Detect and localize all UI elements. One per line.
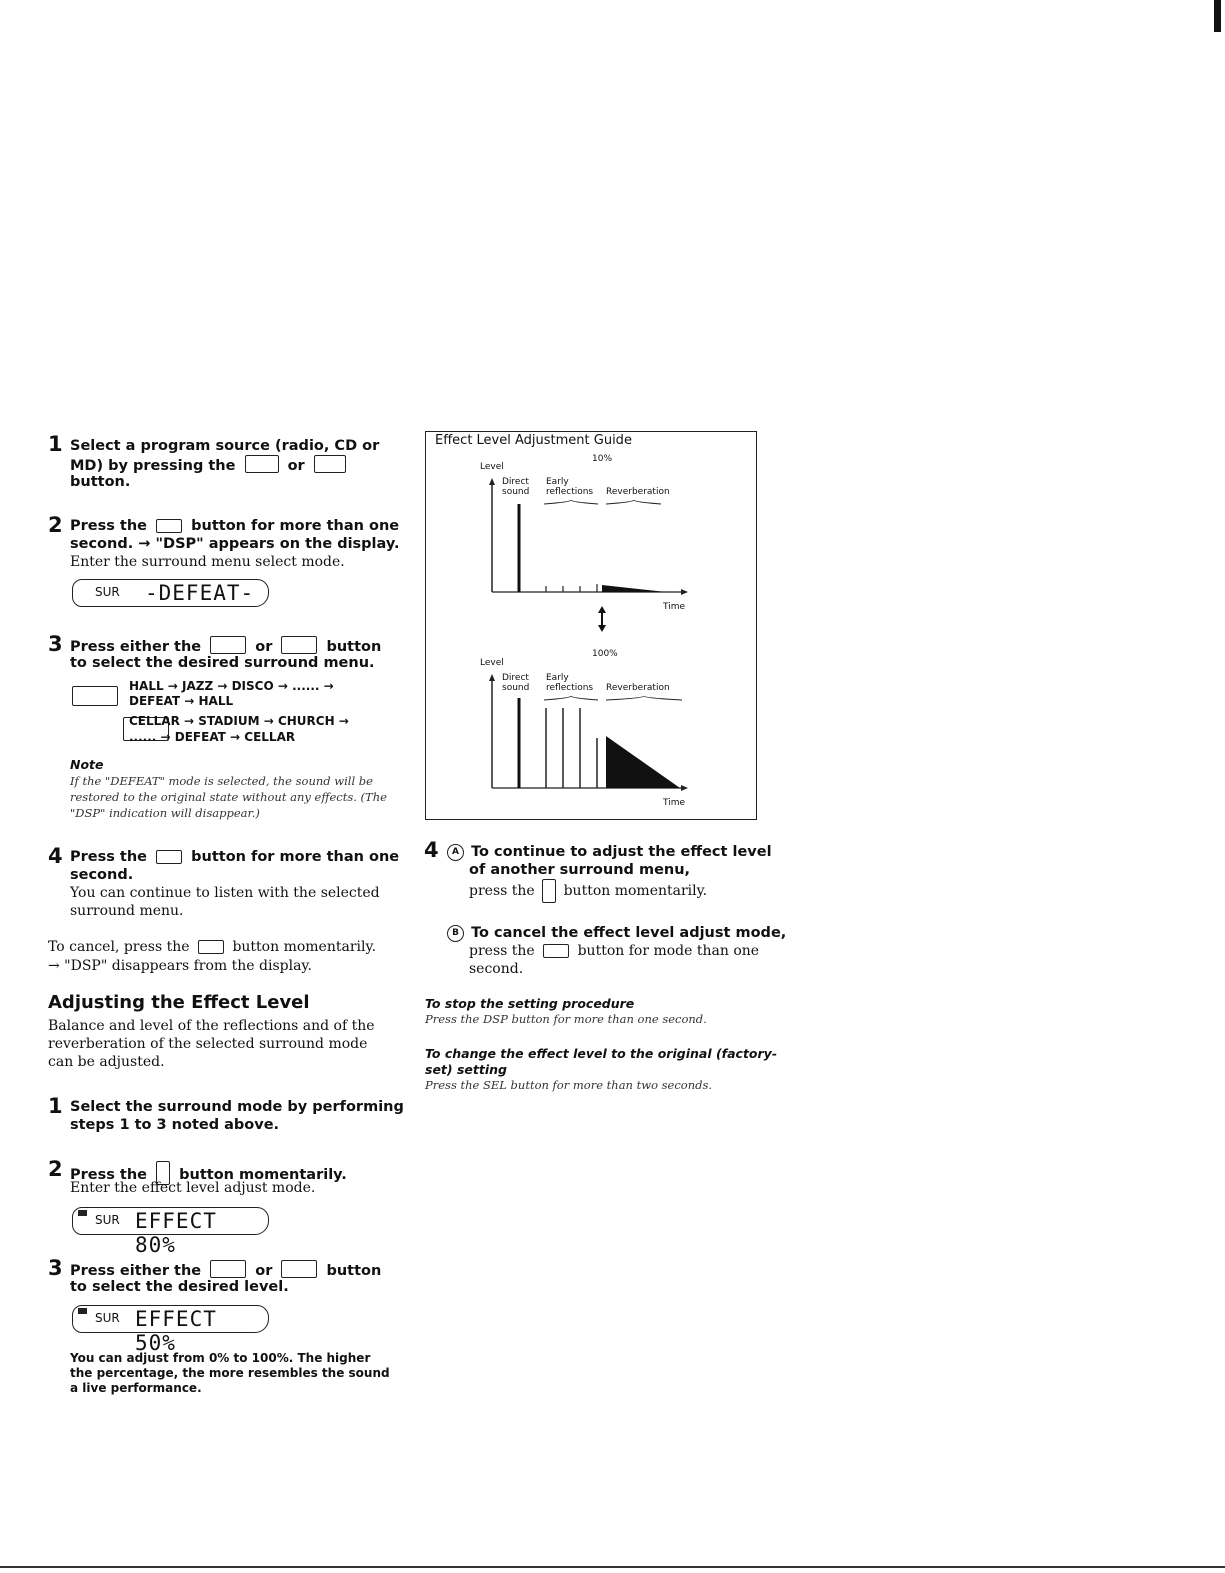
a-marker-icon: A <box>447 844 464 861</box>
tip-title: To change the effect level to the original (factory- <box>425 1046 778 1061</box>
dsp-button-icon <box>543 944 569 958</box>
reverberation-label: Reverberation <box>606 487 670 497</box>
step-body: Enter the surround menu select mode. <box>70 554 345 570</box>
step-body: press the button momentarily. <box>469 879 707 903</box>
time-label: Time <box>663 602 686 612</box>
step-body: press the button for mode than one <box>469 943 760 959</box>
effect-level-guide <box>425 431 757 820</box>
lcd-text: EFFECT 50% <box>135 1307 217 1355</box>
lcd-sur-label: SUR <box>95 1213 120 1227</box>
note-text: If the "DEFEAT" mode is selected, the sound will be <box>70 774 373 788</box>
section-heading: Adjusting the Effect Level <box>48 992 310 1013</box>
cd-md-button-icon <box>245 455 279 473</box>
step-number: 3 <box>48 1256 63 1280</box>
menu-sequence: ...... → DEFEAT → CELLAR <box>129 730 296 744</box>
step-number: 3 <box>48 632 63 656</box>
section-paragraph: Balance and level of the reflections and of the <box>48 1018 375 1034</box>
tip-text: Press the SEL button for more than two seconds. <box>425 1078 713 1092</box>
step-body: Enter the effect level adjust mode. <box>70 1180 316 1196</box>
cancel-text: → "DSP" disappears from the display. <box>48 958 312 974</box>
edge-mark <box>1214 0 1221 32</box>
step-number: 2 <box>48 513 63 537</box>
early-reflections-label: Early <box>546 673 569 683</box>
lcd-display <box>72 1305 269 1355</box>
level-label: Level <box>480 462 504 472</box>
plus-button-icon <box>210 1260 246 1278</box>
guide-percent: 10% <box>592 454 613 464</box>
dsp-button-icon <box>156 519 182 533</box>
lcd-text: -DEFEAT- <box>145 581 255 605</box>
step-text: MD) by pressing the or <box>70 455 346 475</box>
plus-button-icon <box>72 686 118 706</box>
section-paragraph: reverberation of the selected surround mode <box>48 1036 368 1052</box>
step-text: of another surround menu, <box>469 862 691 878</box>
minus-button-icon <box>281 636 317 654</box>
step-number: 4 <box>48 844 63 868</box>
reverberation-label: Reverberation <box>606 683 670 693</box>
plus-button-icon <box>210 636 246 654</box>
step-text: Press the button for more than one <box>70 518 400 534</box>
lcd-text: EFFECT 80% <box>135 1209 217 1257</box>
step-text: Press either the or button <box>70 1260 381 1280</box>
lcd-sur-label: SUR <box>95 1311 120 1325</box>
cancel-text: To cancel, press the button momentarily. <box>48 939 376 955</box>
time-label: Time <box>663 798 686 808</box>
step-text: second. <box>70 867 134 883</box>
note-text: "DSP" indication will disappear.) <box>70 806 260 820</box>
lcd-display <box>72 1207 269 1257</box>
dsp-button-icon <box>198 940 224 954</box>
step-body: surround menu. <box>70 903 184 919</box>
step-text: Press the button momentarily. <box>70 1161 347 1185</box>
level-label: Level <box>480 658 504 668</box>
section-paragraph: can be adjusted. <box>48 1054 165 1070</box>
note-title: Note <box>70 757 104 772</box>
direct-sound-label: Direct <box>502 673 529 683</box>
step-text: Select a program source (radio, CD or <box>70 438 380 454</box>
early-reflections-label: reflections <box>546 683 594 693</box>
direct-sound-label: Direct <box>502 477 529 487</box>
step-text: to select the desired surround menu. <box>70 655 375 671</box>
step-number: 2 <box>48 1157 63 1181</box>
menu-sequence: DEFEAT → HALL <box>129 694 234 708</box>
lcd-sur-label: SUR <box>95 585 120 599</box>
bottom-rule <box>0 1566 1225 1568</box>
step-text: Press the button for more than one <box>70 849 400 865</box>
step-body: You can continue to listen with the selected <box>70 885 380 901</box>
step-body: second. <box>469 961 524 977</box>
final-note: You can adjust from 0% to 100%. The higher <box>70 1351 371 1365</box>
direct-sound-label: sound <box>502 487 530 497</box>
tip-text: Press the DSP button for more than one second. <box>425 1012 707 1026</box>
guide-title: Effect Level Adjustment Guide <box>435 433 632 448</box>
lcd-display <box>72 579 269 607</box>
menu-sequence: CELLAR → STADIUM → CHURCH → <box>129 714 349 728</box>
step-text: second. → "DSP" appears on the display. <box>70 536 400 552</box>
final-note: the percentage, the more resembles the sound <box>70 1366 390 1380</box>
note-text: restored to the original state without any effects. (The <box>70 790 387 804</box>
b-marker-icon: B <box>447 925 464 942</box>
direct-sound-label: sound <box>502 683 530 693</box>
dsp-button-icon <box>156 850 182 864</box>
step-text: steps 1 to 3 noted above. <box>70 1117 280 1133</box>
early-reflections-label: Early <box>546 477 569 487</box>
step-number: 4 <box>424 838 439 862</box>
step-text: Select the surround mode by performing <box>70 1099 404 1115</box>
step-text: to select the desired level. <box>70 1279 289 1295</box>
tuner-button-icon <box>314 455 346 473</box>
dsp-indicator-icon <box>78 1210 87 1216</box>
tip-title: set) setting <box>425 1062 507 1077</box>
final-note: a live performance. <box>70 1381 202 1395</box>
dsp-indicator-icon <box>78 1308 87 1314</box>
sel-button-icon <box>542 879 556 903</box>
step-number: 1 <box>48 1094 63 1118</box>
step-text: Press either the or button <box>70 636 381 656</box>
step-text: A To continue to adjust the effect level <box>447 843 772 861</box>
menu-sequence: HALL → JAZZ → DISCO → ...... → <box>129 679 334 693</box>
early-reflections-label: reflections <box>546 487 594 497</box>
tip-title: To stop the setting procedure <box>425 996 635 1011</box>
step-text: button. <box>70 474 131 490</box>
minus-button-icon <box>281 1260 317 1278</box>
guide-percent: 100% <box>592 649 618 659</box>
step-text: B To cancel the effect level adjust mode, <box>447 924 786 942</box>
step-number: 1 <box>48 432 63 456</box>
